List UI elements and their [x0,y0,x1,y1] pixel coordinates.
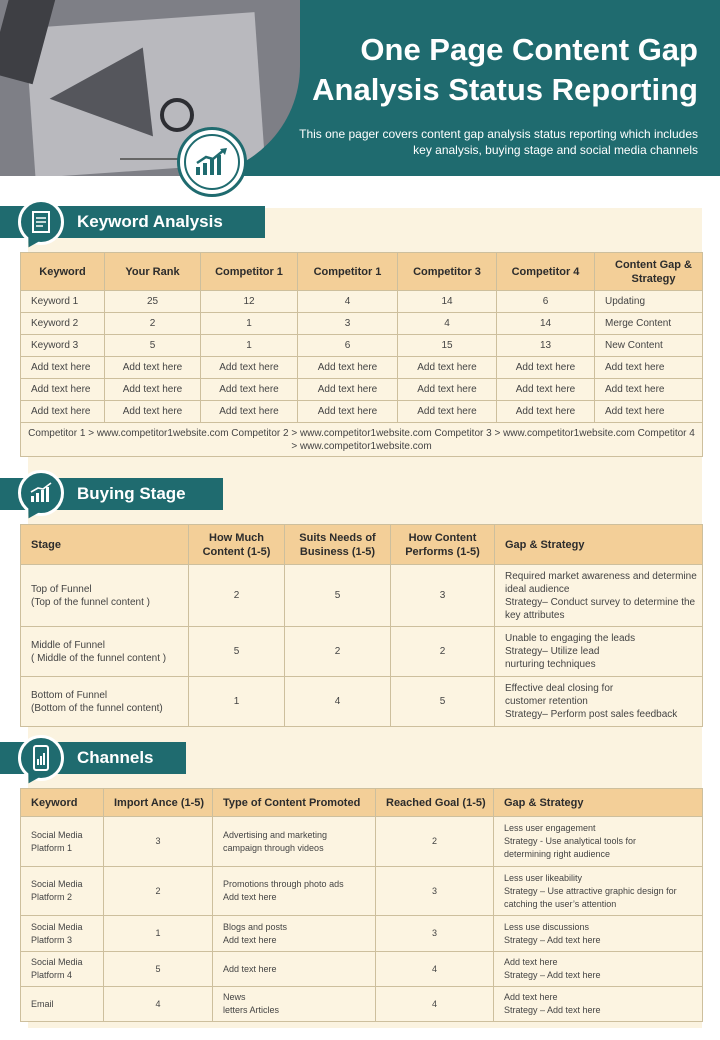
cell: Keyword 1 [21,291,105,313]
cell: 14 [398,291,497,313]
cell: 5 [285,565,391,627]
mobile-chart-icon [18,735,64,781]
cell: Add text here [201,401,298,423]
cell: 4 [285,677,391,727]
cell: Updating [595,291,703,313]
cell: New Content [595,335,703,357]
table-header-row [21,525,703,565]
table-row [21,987,703,1022]
header-banner [0,0,720,176]
section-title: Channels [77,748,154,767]
cell: Add text here [21,379,105,401]
table-row [21,627,703,677]
cell: Social Media Platform 1 [21,817,104,867]
cell: Required market awareness and determine ideal audience Strategy– Conduct survey to determine the key attributes [495,565,703,627]
cell: Top of Funnel (Top of the funnel content ) [21,565,189,627]
cell: Advertising and marketing campaign through videos [213,817,376,867]
cell: Email [21,987,104,1022]
cell: Add text here [595,379,703,401]
cell: Keyword 3 [21,335,105,357]
page-title: One Page Content Gap Analysis Status Reporting [312,32,698,107]
table-row [21,401,703,423]
column-header: Content Gap & Strategy [595,253,703,291]
cell: Add text here [21,357,105,379]
column-header: Your Rank [105,253,201,291]
column-header: Competitor 4 [497,253,595,291]
column-header: Gap & Strategy [495,525,703,565]
cell: 6 [497,291,595,313]
column-header: How Content Performs (1-5) [391,525,495,565]
bar-chart-icon [18,470,64,516]
cell: Add text here [201,357,298,379]
cell: Add text here [21,401,105,423]
keyword-analysis-table [20,252,703,457]
cell: Effective deal closing for customer retention Strategy– Perform post sales feedback [495,677,703,727]
cell: Add text here [595,401,703,423]
table-row [21,565,703,627]
cell: 4 [376,987,494,1022]
cell: Add text here [398,357,497,379]
cell: 2 [189,565,285,627]
cell: Promotions through photo ads Add text here [213,867,376,916]
cell: 3 [376,916,494,952]
column-header: Stage [21,525,189,565]
table-header-row [21,789,703,817]
cell: Blogs and posts Add text here [213,916,376,952]
channels-table [20,788,703,1022]
cell: Bottom of Funnel (Bottom of the funnel content) [21,677,189,727]
cell: Social Media Platform 4 [21,952,104,987]
cell: Keyword 2 [21,313,105,335]
cell: News letters Articles [213,987,376,1022]
cell: Merge Content [595,313,703,335]
cell: 25 [105,291,201,313]
cell: 13 [497,335,595,357]
cell: Add text here [213,952,376,987]
cell: 3 [298,313,398,335]
cell: Add text here [105,357,201,379]
column-header: Type of Content Promoted [213,789,376,817]
cell: 3 [391,565,495,627]
cell: Add text here Strategy – Add text here [494,952,703,987]
cell: 5 [105,335,201,357]
cell: 2 [104,867,213,916]
table-row [21,313,703,335]
cell: 1 [201,335,298,357]
cell: 6 [298,335,398,357]
document-icon [18,199,64,245]
cell: Add text here Strategy – Add text here [494,987,703,1022]
cell: Add text here [398,401,497,423]
cell: 1 [201,313,298,335]
table-row [21,867,703,916]
competitor-footnote: Competitor 1 > www.competitor1website.com Competitor 2 > www.competitor1website.com Competitor 3 > www.competitor1website.com Competitor 4 > www.competitor1website.com [21,423,703,457]
table-row [21,952,703,987]
cell: 15 [398,335,497,357]
table-row [21,357,703,379]
table-row [21,916,703,952]
cell: Add text here [298,357,398,379]
cell: Add text here [105,379,201,401]
cell: Middle of Funnel ( Middle of the funnel content ) [21,627,189,677]
cell: Add text here [105,401,201,423]
cell: 1 [189,677,285,727]
column-header: Competitor 3 [398,253,497,291]
cell: Add text here [201,379,298,401]
cell: 4 [398,313,497,335]
cell: 3 [376,867,494,916]
table-row [21,379,703,401]
table-row [21,677,703,727]
cell: 2 [105,313,201,335]
column-header: Import Ance (1-5) [104,789,213,817]
cell: Add text here [398,379,497,401]
cell: Add text here [595,357,703,379]
cell: Less user engagement Strategy - Use analytical tools for determining right audience [494,817,703,867]
cell: Add text here [298,379,398,401]
column-header: Keyword [21,789,104,817]
cell: Less use discussions Strategy – Add text here [494,916,703,952]
cell: Add text here [497,357,595,379]
cell: Add text here [497,379,595,401]
column-header: Competitor 1 [201,253,298,291]
cell: 5 [189,627,285,677]
column-header: Suits Needs of Business (1-5) [285,525,391,565]
cell: 3 [104,817,213,867]
page-subtitle: This one pager covers content gap analysis status reporting which includes key analysis, buying stage and social media channels [299,127,698,157]
table-header-row [21,253,703,291]
cell: 2 [285,627,391,677]
cell: Less user likeability Strategy – Use attractive graphic design for catching the user’s attention [494,867,703,916]
growth-badge [177,127,247,197]
cell: 14 [497,313,595,335]
cell: 4 [104,987,213,1022]
cell: 5 [104,952,213,987]
section-title: Keyword Analysis [77,212,223,231]
cell: Add text here [497,401,595,423]
cell: Social Media Platform 2 [21,867,104,916]
cell: 4 [376,952,494,987]
table-row [21,817,703,867]
column-header: Keyword [21,253,105,291]
cell: Social Media Platform 3 [21,916,104,952]
cell: 2 [391,627,495,677]
table-row [21,335,703,357]
cell: 4 [298,291,398,313]
column-header: Competitor 1 [298,253,398,291]
growth-chart-icon [194,147,230,177]
cell: Add text here [298,401,398,423]
column-header: Gap & Strategy [494,789,703,817]
section-title: Buying Stage [77,484,186,503]
buying-stage-table [20,524,703,727]
column-header: How Much Content (1-5) [189,525,285,565]
footnote-row [21,423,703,457]
column-header: Reached Goal (1-5) [376,789,494,817]
table-row [21,291,703,313]
cell: 5 [391,677,495,727]
cell: 2 [376,817,494,867]
cell: Unable to engaging the leads Strategy– Utilize lead nurturing techniques [495,627,703,677]
cell: 1 [104,916,213,952]
cell: 12 [201,291,298,313]
desk-photo [0,0,300,176]
